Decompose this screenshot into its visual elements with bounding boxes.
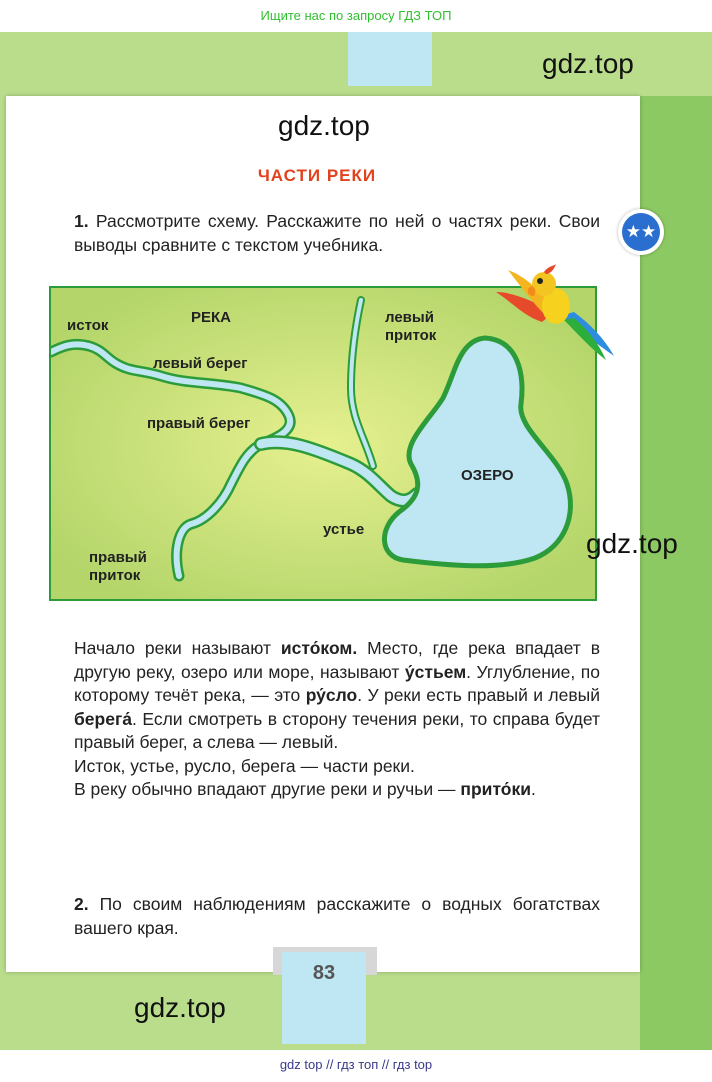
theory-text — [74, 637, 600, 802]
term-mouth: у́стьем — [404, 661, 467, 682]
watermark: gdz.top — [134, 992, 226, 1023]
text-run: Начало реки называют — [74, 638, 281, 658]
label-mouth: устье — [323, 521, 365, 538]
label-left-tributary-line2: приток — [385, 327, 437, 344]
label-right-tributary-line2: приток — [89, 567, 141, 584]
text-run: . Если смотреть в сторону течения реки, то справа будет правый берег, а слева — левый. — [74, 708, 600, 752]
watermark: gdz.top — [586, 528, 678, 559]
watermark: gdz.top — [542, 48, 634, 79]
label-river: РЕКА — [191, 309, 231, 326]
top-bookmark-strip — [348, 32, 432, 86]
top-banner[interactable]: Ищите нас по запросу ГДЗ ТОП — [0, 0, 712, 32]
term-banks: берега́ — [74, 708, 132, 729]
paragraph-1 — [74, 637, 600, 755]
label-left-tributary-line1: левый — [385, 309, 434, 326]
text-run: . У реки есть правый и левый — [357, 685, 600, 705]
paragraph-2: Исток, устье, русло, берега — части реки. — [74, 755, 415, 776]
task-text: Рассмотрите схему. Расскажите по ней о частях реки. Свои выводы сравните с текстом учебника. — [74, 211, 600, 255]
section-title: ЧАСТИ РЕКИ — [257, 166, 377, 185]
text-run: Место, где река впадает в другую реку, озеро или море, называют — [74, 638, 600, 682]
bottom-banner[interactable]: gdz top // гдз топ // гдз top — [0, 1050, 712, 1082]
page-number: 83 — [282, 952, 366, 1044]
label-right-bank: правый берег — [147, 415, 251, 432]
label-lake: ОЗЕРО — [461, 467, 514, 484]
term-riverbed: ру́сло — [305, 685, 358, 705]
two-stars-icon: ★★ — [622, 213, 660, 251]
term-source: исто́ком. — [280, 638, 358, 658]
label-left-bank: левый берег — [153, 355, 248, 372]
text-run: . Углубление, по которому течёт река, — это — [74, 661, 601, 705]
parrot-illustration — [494, 262, 618, 362]
text-run: В реку обычно впадают другие реки и ручьи — — [74, 779, 461, 799]
text-run: . — [531, 779, 536, 799]
label-source: исток — [67, 317, 109, 334]
task-number: 1. — [74, 211, 89, 231]
watermark: gdz.top — [278, 110, 370, 141]
difficulty-badge — [618, 209, 664, 255]
task-text: По своим наблюдениям расскажите о водных богатствах вашего края. — [74, 894, 600, 938]
task-number: 2. — [74, 894, 89, 914]
label-right-tributary-line1: правый — [89, 549, 147, 566]
task-2 — [74, 892, 600, 940]
paragraph-3 — [74, 778, 600, 802]
task-1 — [74, 209, 600, 257]
term-tributaries: прито́ки — [460, 779, 531, 799]
